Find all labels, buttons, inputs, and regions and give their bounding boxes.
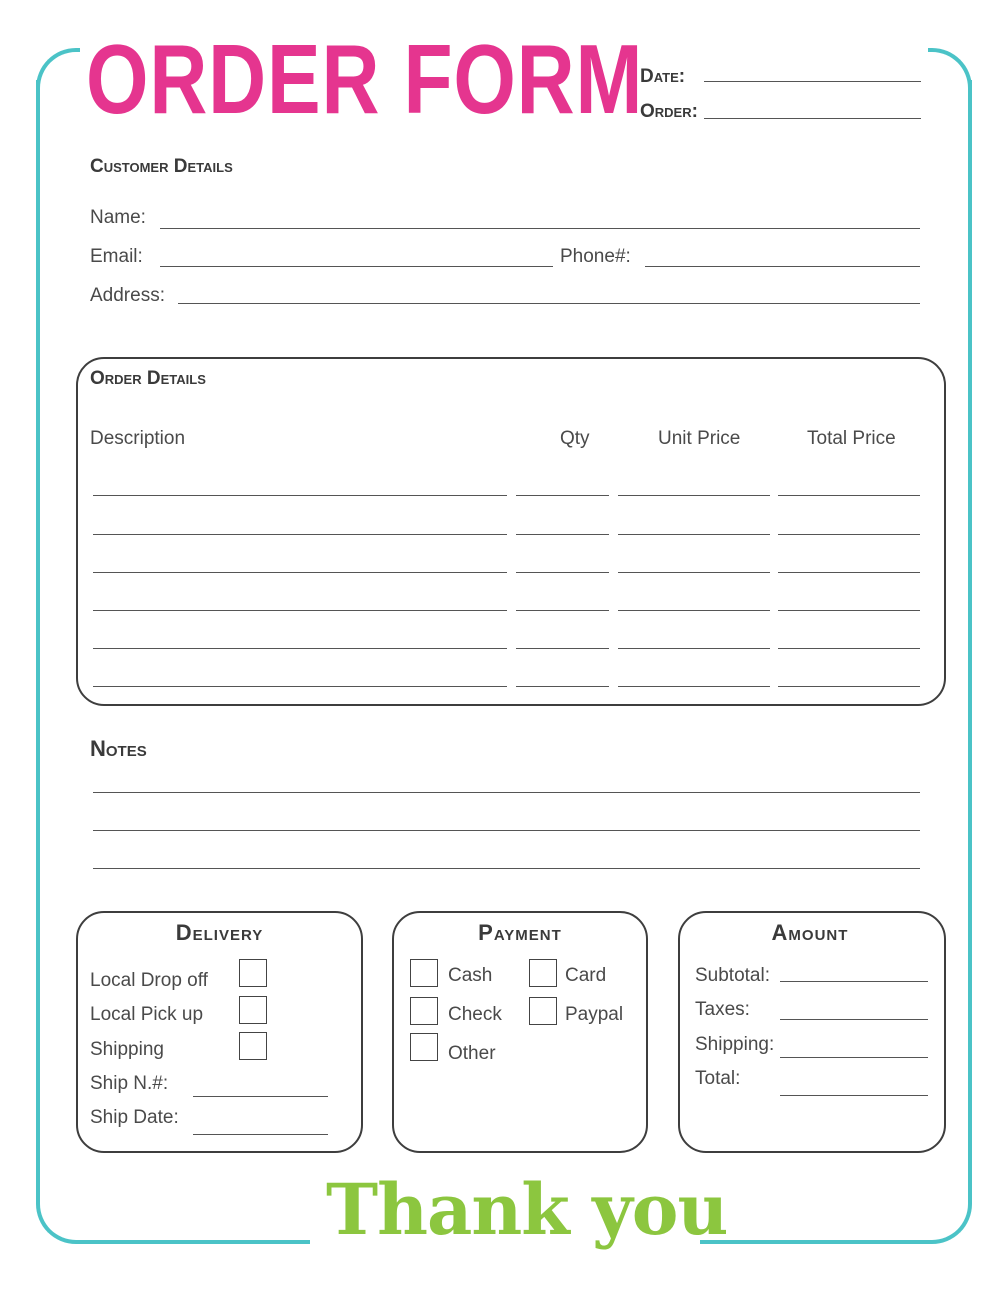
total-price-field[interactable] — [778, 534, 920, 535]
order-number-field[interactable] — [704, 118, 921, 119]
order-details-box — [76, 357, 946, 706]
name-label: Name: — [90, 207, 146, 228]
description-field[interactable] — [93, 495, 507, 496]
description-field[interactable] — [93, 572, 507, 573]
unit-price-field[interactable] — [618, 572, 770, 573]
payment-option-other: Other — [448, 1043, 496, 1064]
delivery-heading: Delivery — [175, 920, 264, 945]
customer-details-heading: Customer Details — [90, 156, 233, 177]
shipping-checkbox[interactable] — [239, 1032, 267, 1060]
total-label: Total: — [695, 1068, 741, 1089]
payment-box — [392, 911, 648, 1153]
amount-box — [678, 911, 946, 1153]
description-field[interactable] — [93, 534, 507, 535]
cash-checkbox[interactable] — [410, 959, 438, 987]
qty-field[interactable] — [516, 534, 609, 535]
qty-field[interactable] — [516, 648, 609, 649]
total-price-field[interactable] — [778, 610, 920, 611]
ship-number-field[interactable] — [193, 1096, 328, 1097]
payment-option-cash: Cash — [448, 965, 493, 986]
subtotal-field[interactable] — [780, 981, 928, 982]
ship-date-label: Ship Date: — [90, 1107, 179, 1128]
form-title: ORDER FORM — [86, 24, 644, 134]
address-field[interactable] — [178, 303, 920, 304]
address-label: Address: — [90, 285, 165, 306]
date-field[interactable] — [704, 81, 921, 82]
delivery-option-local-drop-off: Local Drop off — [90, 970, 208, 991]
payment-heading: Payment — [478, 920, 562, 945]
delivery-option-local-pick-up: Local Pick up — [90, 1004, 204, 1025]
total-field[interactable] — [780, 1095, 928, 1096]
payment-option-paypal: Paypal — [565, 1004, 624, 1025]
unit-price-field[interactable] — [618, 686, 770, 687]
thank-you-text: Thank you — [326, 1168, 728, 1251]
phone-field[interactable] — [645, 266, 920, 267]
local-drop-off-checkbox[interactable] — [239, 959, 267, 987]
qty-field[interactable] — [516, 572, 609, 573]
unit-price-field[interactable] — [618, 534, 770, 535]
unit-price-field[interactable] — [618, 648, 770, 649]
column-qty: Qty — [560, 428, 590, 449]
date-label: Date: — [640, 66, 686, 87]
column-unit-price: Unit Price — [658, 428, 741, 449]
description-field[interactable] — [93, 648, 507, 649]
total-price-field[interactable] — [778, 495, 920, 496]
qty-field[interactable] — [516, 610, 609, 611]
total-price-field[interactable] — [778, 648, 920, 649]
check-checkbox[interactable] — [410, 997, 438, 1025]
description-field[interactable] — [93, 610, 507, 611]
total-price-field[interactable] — [778, 572, 920, 573]
amount-heading: Amount — [771, 920, 849, 945]
order-details-heading: Order Details — [90, 368, 206, 389]
subtotal-label: Subtotal: — [695, 965, 770, 986]
notes-line[interactable] — [93, 792, 920, 793]
taxes-label: Taxes: — [695, 999, 750, 1020]
name-field[interactable] — [160, 228, 920, 229]
column-total-price: Total Price — [807, 428, 896, 449]
card-checkbox[interactable] — [529, 959, 557, 987]
delivery-option-shipping: Shipping — [90, 1039, 164, 1060]
notes-line[interactable] — [93, 868, 920, 869]
phone-label: Phone#: — [560, 246, 631, 267]
unit-price-field[interactable] — [618, 610, 770, 611]
order-number-label: Order: — [640, 101, 698, 122]
paypal-checkbox[interactable] — [529, 997, 557, 1025]
payment-option-card: Card — [565, 965, 607, 986]
unit-price-field[interactable] — [618, 495, 770, 496]
ship-date-field[interactable] — [193, 1134, 328, 1135]
email-label: Email: — [90, 246, 143, 267]
qty-field[interactable] — [516, 686, 609, 687]
notes-heading: Notes — [90, 736, 147, 761]
local-pick-up-checkbox[interactable] — [239, 996, 267, 1024]
description-field[interactable] — [93, 686, 507, 687]
email-field[interactable] — [160, 266, 553, 267]
shipping-cost-label: Shipping: — [695, 1034, 775, 1055]
notes-line[interactable] — [93, 830, 920, 831]
column-description: Description — [90, 428, 186, 449]
qty-field[interactable] — [516, 495, 609, 496]
shipping-cost-field[interactable] — [780, 1057, 928, 1058]
payment-option-check: Check — [448, 1004, 502, 1025]
taxes-field[interactable] — [780, 1019, 928, 1020]
ship-number-label: Ship N.#: — [90, 1073, 169, 1094]
other-checkbox[interactable] — [410, 1033, 438, 1061]
total-price-field[interactable] — [778, 686, 920, 687]
